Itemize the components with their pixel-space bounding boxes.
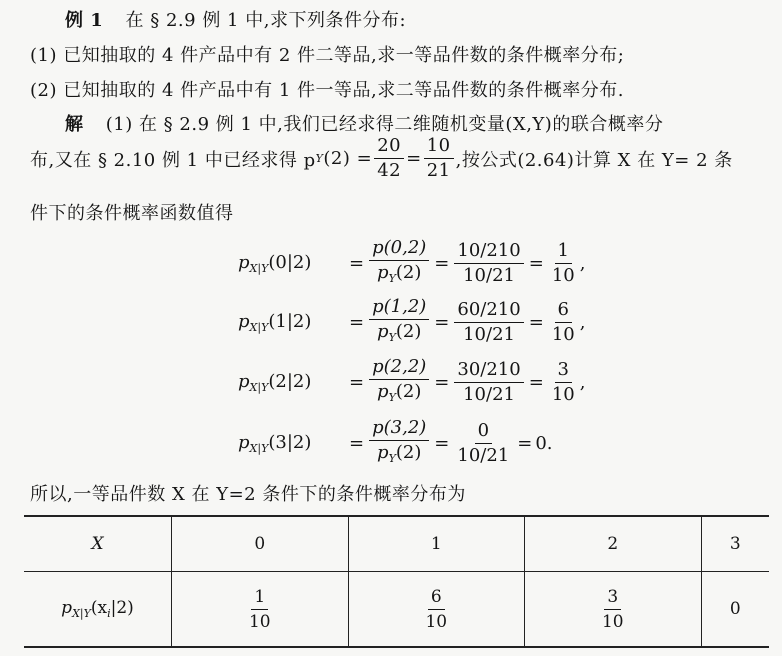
table-cell: $\frac{3}{10}$ xyxy=(525,572,702,648)
fraction-denominator: 21 xyxy=(426,160,451,181)
equation-fraction-values: $\frac{60/210}{10/21}$ xyxy=(454,300,523,345)
solution-line-3: 件下的条件概率函数值得 xyxy=(30,203,234,224)
table-row-label: $p_{X|Y}(x_i|2)$ xyxy=(24,572,172,648)
table-header-row xyxy=(24,516,769,572)
equation-0: $p_{X|Y}(0|2)$ = $\frac{p(0,2)}{p_Y(2)}$ = $\frac{10/210}{10/21}$ = $\frac{1}{10}$ , xyxy=(238,238,585,289)
table-header-cell: 1 xyxy=(348,516,525,572)
table-cell: $\frac{6}{10}$ xyxy=(348,572,525,648)
table-header-cell: 3 xyxy=(701,516,769,572)
table-cell: $\frac{1}{10}$ xyxy=(172,572,349,648)
question-1: (1) 已知抽取的 4 件产品中有 2 件二等品,求一等品件数的条件概率分布; xyxy=(30,45,625,66)
solution-line-2: 布,又在 § 2.10 例 1 中已经求得 p Y (2) = $\frac{20}{42}$ = $\frac{10}{21}$ ,按公式(2.64)计算 X 在 Y= 2 条 xyxy=(30,135,733,181)
table-header-label: X xyxy=(24,516,172,572)
solution-text-2c: ,按公式(2.64)计算 X 在 Y= 2 条 xyxy=(455,149,733,171)
equation-fraction-joint: $\frac{p(0,2)}{p_Y(2)}$ xyxy=(369,238,429,289)
equation-fraction-values: $\frac{30/210}{10/21}$ xyxy=(454,360,523,405)
equation-fraction-values: $\frac{0}{10/21}$ xyxy=(457,420,510,466)
conditional-distribution-table xyxy=(24,515,769,648)
table-header-cell: 2 xyxy=(525,516,702,572)
solution-text-2b: (2) = xyxy=(323,148,373,169)
solution-sub-y: Y xyxy=(315,152,324,165)
equation-result: 0. xyxy=(535,433,553,454)
equation-3: $p_{X|Y}(3|2)$ = $\frac{p(3,2)}{p_Y(2)}$ = $\frac{0}{10/21}$ = 0. xyxy=(238,418,553,469)
equation-fraction-result: $\frac{1}{10}$ xyxy=(551,240,575,286)
equation-1: $p_{X|Y}(1|2)$ = $\frac{p(1,2)}{p_Y(2)}$ = $\frac{60/210}{10/21}$ = $\frac{6}{10}$ , xyxy=(238,297,585,348)
equation-2: $p_{X|Y}(2|2)$ = $\frac{p(2,2)}{p_Y(2)}$ = $\frac{30/210}{10/21}$ = $\frac{3}{10}$ , xyxy=(238,357,585,408)
equation-fraction-result: $\frac{3}{10}$ xyxy=(551,359,575,405)
table-header-cell: 0 xyxy=(172,516,349,572)
example-label: 例 1 xyxy=(65,10,104,31)
fraction-10-21 xyxy=(424,136,454,181)
fraction-numerator: 10 xyxy=(424,136,454,159)
equation-lhs: $p_{X|Y}(2|2)$ xyxy=(238,371,312,394)
conclusion-line: 所以,一等品件数 X 在 Y=2 条件下的条件概率分布为 xyxy=(30,484,466,505)
fraction-20-42 xyxy=(374,136,404,181)
solution-text-2a: 布,又在 § 2.10 例 1 中已经求得 p xyxy=(30,149,316,171)
equation-lhs: $p_{X|Y}(1|2)$ xyxy=(238,311,312,334)
equation-fraction-result: $\frac{6}{10}$ xyxy=(551,299,575,345)
fraction-denominator: 42 xyxy=(377,160,402,181)
table-row xyxy=(24,572,769,648)
example-intro: 在 § 2.9 例 1 中,求下列条件分布: xyxy=(125,10,407,31)
solution-text-1: (1) 在 § 2.9 例 1 中,我们已经求得二维随机变量(X,Y)的联合概率分 xyxy=(105,114,664,135)
table-cell: 0 xyxy=(701,572,769,648)
solution-line-1 xyxy=(30,110,663,136)
example-intro-line xyxy=(30,6,406,32)
equation-fraction-joint: $\frac{p(3,2)}{p_Y(2)}$ xyxy=(369,418,429,469)
solution-label: 解 xyxy=(65,114,84,135)
equation-fraction-values: $\frac{10/210}{10/21}$ xyxy=(454,241,523,286)
fraction-numerator: 20 xyxy=(374,136,404,159)
equation-lhs: $p_{X|Y}(3|2)$ xyxy=(238,432,312,455)
equation-lhs: $p_{X|Y}(0|2)$ xyxy=(238,252,312,275)
equation-fraction-joint: $\frac{p(2,2)}{p_Y(2)}$ xyxy=(369,357,429,408)
question-2: (2) 已知抽取的 4 件产品中有 1 件一等品,求二等品件数的条件概率分布. xyxy=(30,80,624,101)
equation-fraction-joint: $\frac{p(1,2)}{p_Y(2)}$ xyxy=(369,297,429,348)
